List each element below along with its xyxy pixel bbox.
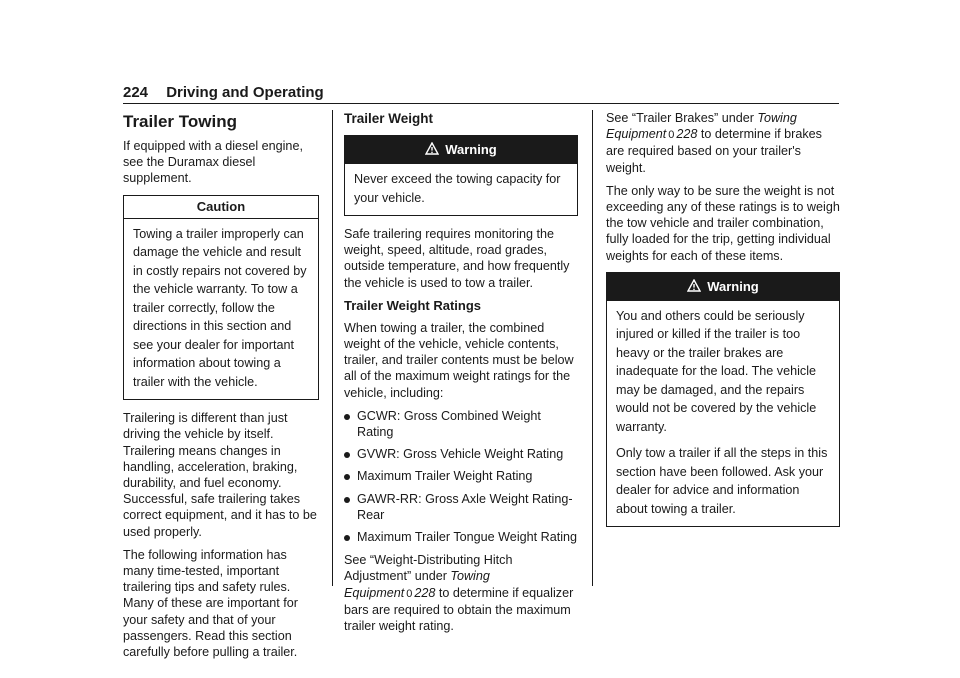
- warning-box: [606, 272, 840, 528]
- cross-reference-page[interactable]: 228: [676, 127, 698, 142]
- list-item-text: GCWR: Gross Combined Weight Rating: [357, 408, 541, 440]
- list-item: [344, 468, 578, 484]
- text-run: See “Weight-Distributing Hitch Adjustment” under: [344, 553, 513, 584]
- paragraph: The following information has many time-tested, important trailering tips and safety rules. Many of these are important for your safety and that of your passengers. Read this section carefully before pulling a trailer.: [123, 547, 298, 659]
- bullet-icon: [344, 452, 350, 458]
- text-run: to determine if brakes are required based on your trailer's weight.: [606, 127, 822, 175]
- list-item-text: GAWR-RR: Gross Axle Weight Rating-Rear: [357, 491, 573, 522]
- caution-box: [123, 195, 319, 401]
- warning-triangle-icon: [425, 142, 439, 155]
- list-item: [344, 408, 578, 440]
- column-3: [606, 110, 840, 537]
- page-ref-arrow-icon: 0: [668, 129, 675, 142]
- bullet-icon: [344, 497, 350, 503]
- warning-title: Warning: [445, 142, 497, 157]
- cross-reference-link[interactable]: Towing Equipment: [606, 111, 797, 142]
- paragraph: The only way to be sure the weight is not exceeding any of these ratings is to weigh the tow vehicle and trailer combination, fully loaded for the trip, getting individual weights for each of these items.: [606, 183, 840, 263]
- paragraph: When towing a trailer, the combined weight of the vehicle, vehicle contents, trailer, and trailer contents must be below all of the maximum weight ratings for the vehicle, including:: [344, 320, 574, 400]
- list-item: [344, 446, 578, 462]
- text-run: to determine if equalizer bars are required to obtain the maximum trailer weight rating.: [344, 585, 574, 634]
- section-title: Trailer Towing: [123, 112, 237, 131]
- subsection-title: Trailer Weight: [344, 111, 434, 126]
- column-divider-1: [332, 110, 333, 586]
- column-divider-2: [592, 110, 593, 586]
- page-ref-arrow-icon: 0: [406, 587, 413, 600]
- list-item: [344, 491, 578, 523]
- paragraph: [344, 552, 578, 634]
- bullet-icon: [344, 414, 350, 420]
- warning-text: Never exceed the towing capacity for your vehicle.: [354, 172, 561, 205]
- cross-reference-page[interactable]: 228: [414, 585, 436, 600]
- caution-text: Towing a trailer improperly can damage the vehicle and result in costly repairs not covered by the vehicle warranty. To tow a trailer correctly, follow the directions in this section and see your dealer for important information about towing a trailer with the vehicle.: [133, 226, 307, 389]
- warning-text: You and others could be seriously injured or killed if the trailer is too heavy or the trailer brakes are inadequate for the load. The vehicle may be damaged, and the repairs would not be covered by the vehicle warranty.: [616, 308, 817, 434]
- warning-header: [607, 273, 839, 301]
- text-run: See “Trailer Brakes” under: [606, 111, 758, 125]
- list-item-text: Maximum Trailer Weight Rating: [357, 469, 533, 484]
- ratings-list: [344, 408, 578, 545]
- warning-body: [345, 164, 577, 215]
- cross-reference-link[interactable]: Towing Equipment: [344, 569, 490, 600]
- warning-triangle-icon: [687, 279, 701, 292]
- subsection-title: Trailer Weight Ratings: [344, 297, 482, 313]
- column-2: [344, 110, 578, 641]
- caution-title: Caution: [124, 196, 318, 219]
- list-item: [344, 529, 578, 545]
- page-number: 224: [123, 84, 149, 101]
- paragraph: [606, 110, 840, 176]
- warning-body: [607, 301, 839, 527]
- warning-box: [344, 135, 578, 216]
- warning-text: Only tow a trailer if all the steps in this section have been followed. Ask your dealer for advice and information about towing a trailer.: [616, 446, 828, 516]
- warning-title: Warning: [707, 278, 759, 294]
- header-rule: [123, 103, 839, 104]
- chapter-title: Driving and Operating: [166, 84, 324, 101]
- paragraph: Safe trailering requires monitoring the weight, speed, altitude, road grades, outside temperature, and how frequently the vehicle is used to tow a trailer.: [344, 227, 570, 290]
- intro-paragraph: If equipped with a diesel engine, see the Duramax diesel supplement.: [123, 139, 303, 186]
- caution-body: [124, 219, 318, 400]
- warning-header: [345, 136, 577, 164]
- page-header: [123, 84, 839, 104]
- bullet-icon: [344, 535, 350, 541]
- paragraph: Trailering is different than just driving the vehicle by itself. Trailering means changes in handling, acceleration, braking, durability, and fuel economy. Successful, safe trailering takes correct equipment, and it has to be used properly.: [123, 411, 317, 539]
- list-item-text: GVWR: Gross Vehicle Weight Rating: [357, 447, 564, 462]
- bullet-icon: [344, 474, 350, 480]
- column-1: [123, 110, 319, 667]
- list-item-text: Maximum Trailer Tongue Weight Rating: [357, 530, 578, 545]
